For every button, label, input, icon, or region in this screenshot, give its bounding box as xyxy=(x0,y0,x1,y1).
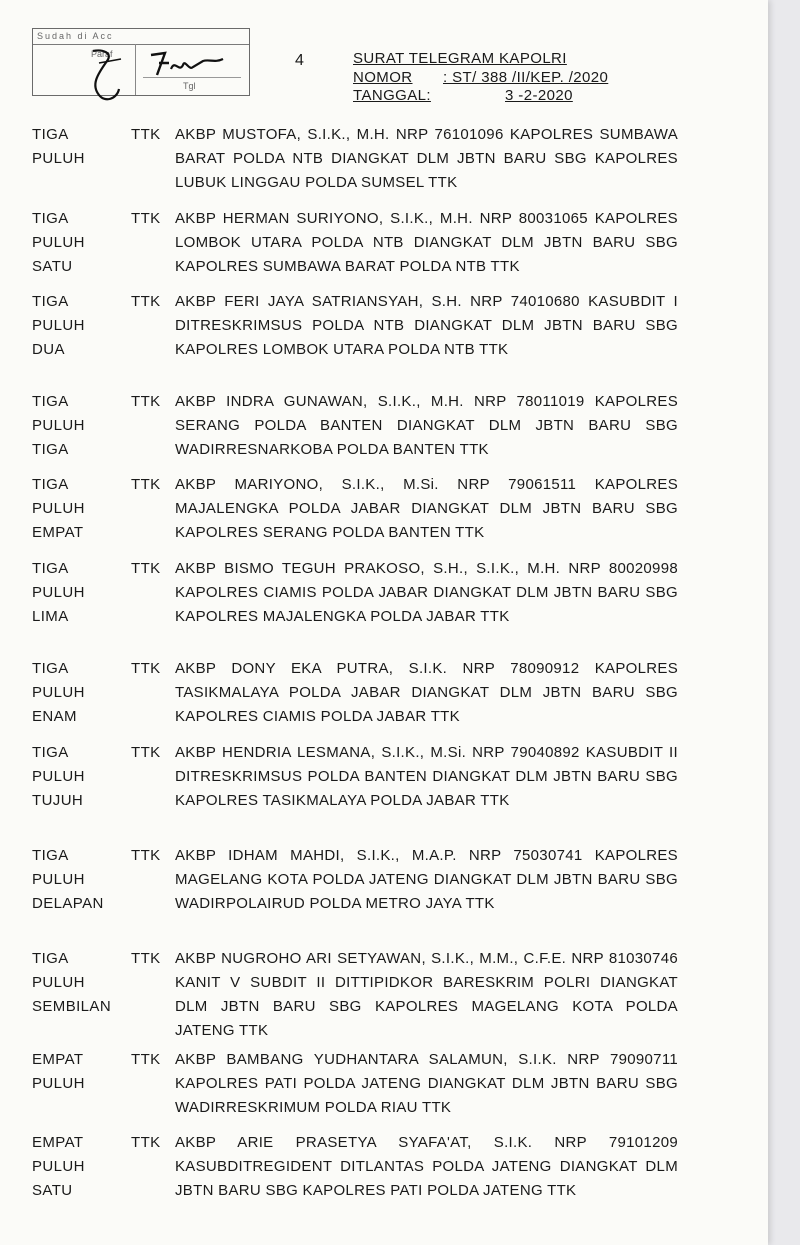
item-text: AKBP BAMBANG YUDHANTARA SALAMUN, S.I.K. NRP 79090711 KAPOLRES PATI POLDA JATENG DIANGKAT DLM JBTN BARU SBG WADIRRESKRIMUM POLDA RIAU TTK xyxy=(175,1051,678,1116)
item-text: AKBP HENDRIA LESMANA, S.I.K., M.Si. NRP 79040892 KASUBDIT II DITRESKRIMSUS POLDA BANTEN DIANGKAT DLM JBTN BARU SBG KAPOLRES TASIKMALAYA POLDA JABAR TTK xyxy=(175,744,678,809)
header-title: SURAT TELEGRAM KAPOLRI xyxy=(353,50,567,67)
telegram-header xyxy=(353,50,608,106)
page-number: 4 xyxy=(295,52,304,69)
stamp-heading: Sudah di Acc xyxy=(33,29,249,45)
header-tanggal-line xyxy=(353,87,608,106)
item-ttk: TTK xyxy=(131,293,161,310)
item-number: TIGA PULUH SEMBILAN xyxy=(32,950,112,1015)
tanggal-label: TANGGAL: xyxy=(353,87,431,104)
item-number: EMPAT PULUH xyxy=(32,1051,85,1092)
item-number: TIGA PULUH DUA xyxy=(32,293,85,358)
item-ttk: TTK xyxy=(131,560,161,577)
approval-stamp xyxy=(32,28,250,96)
item-number: TIGA PULUH xyxy=(32,126,85,167)
item-number: TIGA PULUH EMPAT xyxy=(32,476,85,541)
item-ttk: TTK xyxy=(131,126,161,143)
nomor-value: : ST/ 388 /II/KEP. /2020 xyxy=(443,68,609,86)
item-ttk: TTK xyxy=(131,393,161,410)
stamp-tgl-label: Tgl xyxy=(183,81,196,91)
item-number: TIGA PULUH LIMA xyxy=(32,560,85,625)
item-ttk: TTK xyxy=(131,1051,161,1068)
item-number: TIGA PULUH SATU xyxy=(32,210,85,275)
item-text: AKBP DONY EKA PUTRA, S.I.K. NRP 78090912 KAPOLRES TASIKMALAYA POLDA JABAR DIANGKAT DLM JBTN BARU SBG KAPOLRES CIAMIS POLDA JABAR TTK xyxy=(175,660,678,725)
item-text: AKBP HERMAN SURIYONO, S.I.K., M.H. NRP 80031065 KAPOLRES LOMBOK UTARA POLDA NTB DIANGKAT DLM JBTN BARU SBG KAPOLRES SUMBAWA BARAT POLDA NTB TTK xyxy=(175,210,678,275)
item-text: AKBP FERI JAYA SATRIANSYAH, S.H. NRP 74010680 KASUBDIT I DITRESKRIMSUS POLDA NTB DIANGKAT DLM JBTN BARU SBG KAPOLRES LOMBOK UTARA POLDA NTB TTK xyxy=(175,293,678,358)
item-text: AKBP MARIYONO, S.I.K., M.Si. NRP 79061511 KAPOLRES MAJALENGKA POLDA JABAR DIANGKAT DLM JBTN BARU SBG KAPOLRES SERANG POLDA BANTEN TTK xyxy=(175,476,678,541)
item-ttk: TTK xyxy=(131,210,161,227)
item-ttk: TTK xyxy=(131,660,161,677)
item-text: AKBP NUGROHO ARI SETYAWAN, S.I.K., M.M., C.F.E. NRP 81030746 KANIT V SUBDIT II DITTIPIDKOR BARESKRIM POLRI DIANGKAT DLM JBTN BARU SBG KAPOLRES MAGELANG KOTA POLDA JATENG TTK xyxy=(175,950,678,1039)
item-number: EMPAT PULUH SATU xyxy=(32,1134,85,1199)
item-number: TIGA PULUH TIGA xyxy=(32,393,85,458)
stamp-paraf-label: Paraf xyxy=(91,49,113,59)
header-nomor-line xyxy=(353,69,608,88)
nomor-label: NOMOR xyxy=(353,68,413,86)
item-text: AKBP IDHAM MAHDI, S.I.K., M.A.P. NRP 75030741 KAPOLRES MAGELANG KOTA POLDA JATENG DIANGKAT DLM JBTN BARU SBG WADIRPOLAIRUD POLDA METRO JAYA TTK xyxy=(175,847,678,912)
item-text: AKBP BISMO TEGUH PRAKOSO, S.H., S.I.K., M.H. NRP 80020998 KAPOLRES CIAMIS POLDA JABAR DIANGKAT DLM JBTN BARU SBG KAPOLRES MAJALENGKA POLDA JABAR TTK xyxy=(175,560,678,625)
item-ttk: TTK xyxy=(131,847,161,864)
item-text: AKBP ARIE PRASETYA SYAFA'AT, S.I.K. NRP 79101209 KASUBDITREGIDENT DITLANTAS POLDA JATENG DIANGKAT DLM JBTN BARU SBG KAPOLRES PATI POLDA JATENG TTK xyxy=(175,1134,678,1199)
item-text: AKBP MUSTOFA, S.I.K., M.H. NRP 76101096 KAPOLRES SUMBAWA BARAT POLDA NTB DIANGKAT DLM JBTN BARU SBG KAPOLRES LUBUK LINGGAU POLDA SUMSEL TTK xyxy=(175,126,678,191)
tanggal-value: 3 -2-2020 xyxy=(505,87,573,104)
item-ttk: TTK xyxy=(131,476,161,493)
handwritten-signature xyxy=(33,29,249,109)
item-ttk: TTK xyxy=(131,744,161,761)
item-text: AKBP INDRA GUNAWAN, S.I.K., M.H. NRP 78011019 KAPOLRES SERANG POLDA BANTEN DIANGKAT DLM JBTN BARU SBG WADIRRESNARKOBA POLDA BANTEN TTK xyxy=(175,393,678,458)
item-number: TIGA PULUH DELAPAN xyxy=(32,847,104,912)
item-number: TIGA PULUH TUJUH xyxy=(32,744,85,809)
item-ttk: TTK xyxy=(131,950,161,967)
item-ttk: TTK xyxy=(131,1134,161,1151)
item-number: TIGA PULUH ENAM xyxy=(32,660,85,725)
